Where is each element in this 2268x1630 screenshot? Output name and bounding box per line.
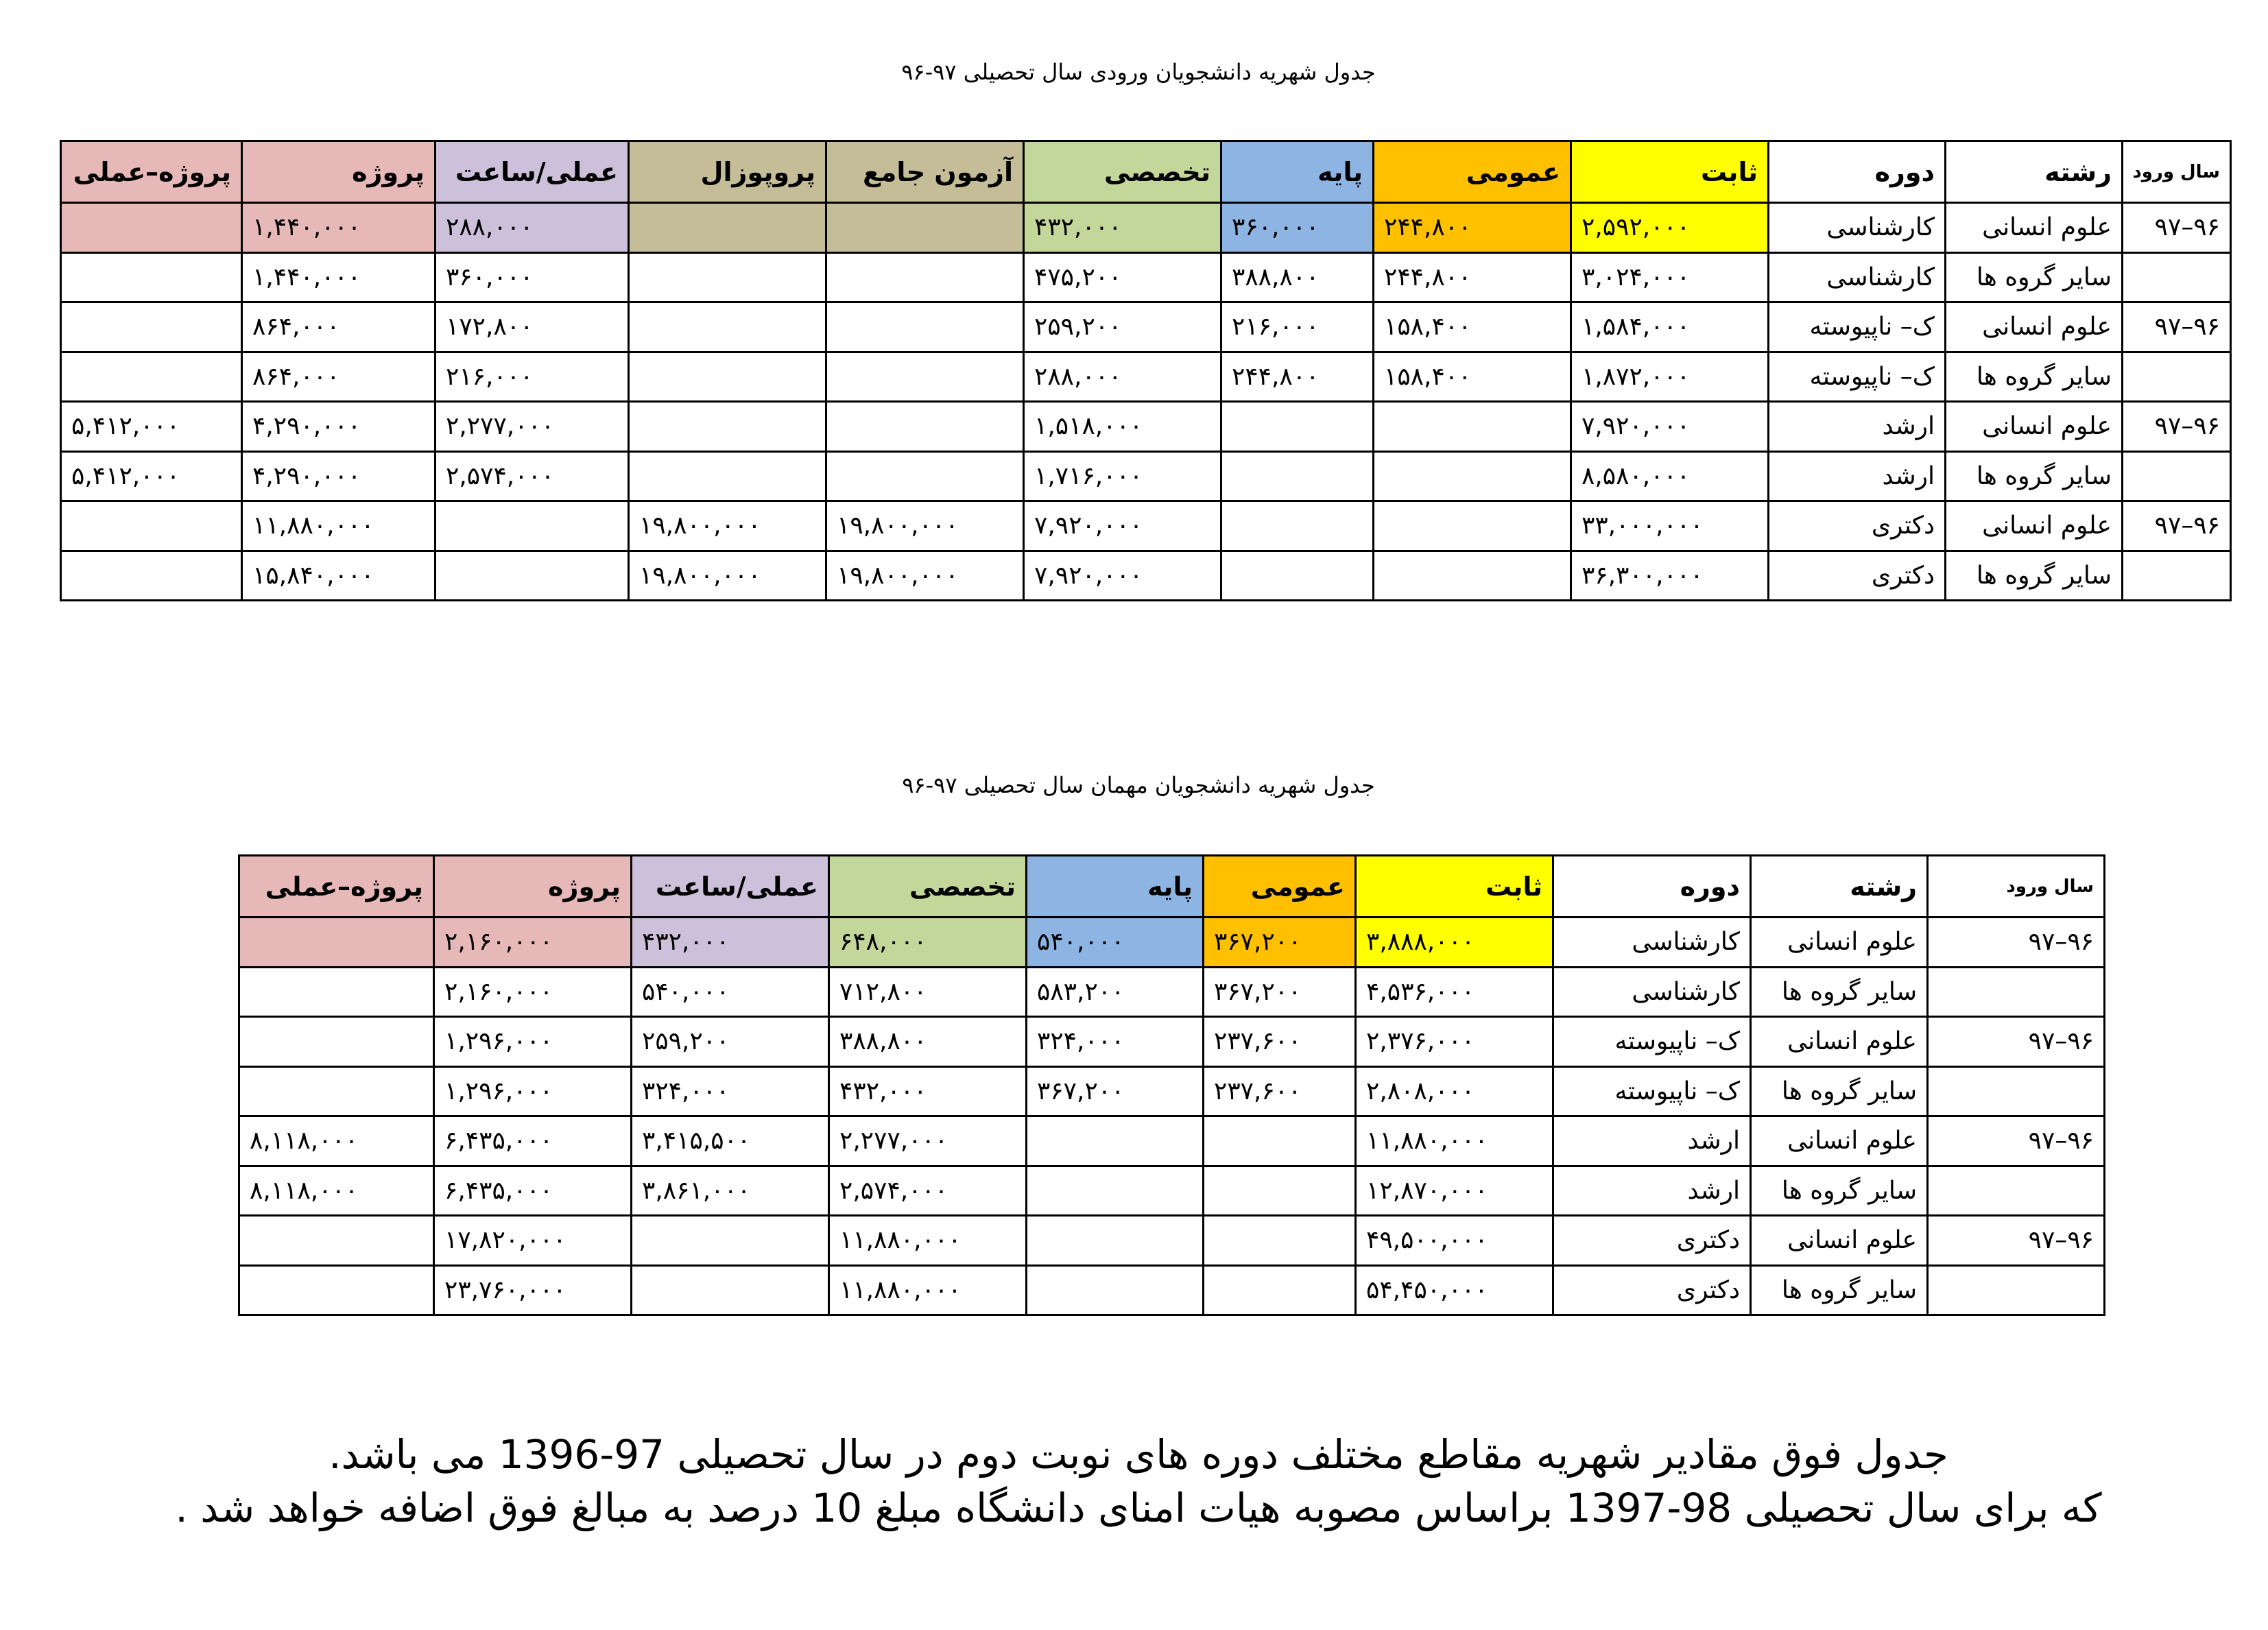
table-cell: ۵۴۰,۰۰۰ [632, 967, 829, 1017]
table-cell: ۷,۹۲۰,۰۰۰ [1024, 551, 1221, 601]
table-cell: ۱۷۲,۸۰۰ [435, 302, 629, 352]
table-cell: ۱۹,۸۰۰,۰۰۰ [826, 551, 1024, 601]
table-cell [239, 1017, 434, 1067]
table-cell [435, 551, 629, 601]
table-cell: ۲,۵۹۲,۰۰۰ [1571, 203, 1769, 253]
table-cell: ۲۴۴,۸۰۰ [1374, 252, 1571, 302]
table-cell: ۹۶–۹۷ [2123, 402, 2231, 452]
table-cell: ۲,۲۷۷,۰۰۰ [435, 402, 629, 452]
table-cell: علوم انسانی [1751, 1017, 1928, 1067]
table-row [61, 551, 2231, 601]
table1-title: جدول شهریه دانشجویان ورودی سال تحصیلی ۹۷-۹۶ [901, 59, 1376, 85]
table-cell: کارشناسی [1769, 203, 1946, 253]
table-row [61, 203, 2231, 253]
table-cell: ۳۸۸,۸۰۰ [1221, 252, 1374, 302]
table-cell [629, 352, 826, 402]
table1-header-project: پروژه [242, 141, 435, 203]
table-cell: ۲۸۸,۰۰۰ [435, 203, 629, 253]
table1 [60, 140, 2232, 601]
table-cell [1374, 501, 1571, 551]
table-cell: ۱۵۸,۴۰۰ [1374, 302, 1571, 352]
table-cell: ۲,۱۶۰,۰۰۰ [434, 918, 632, 968]
table-cell [826, 352, 1024, 402]
table-cell [239, 1216, 434, 1266]
table-cell: ۲۱۶,۰۰۰ [1221, 302, 1374, 352]
table-cell [239, 918, 434, 968]
table-row [239, 1066, 2105, 1116]
table-cell [1374, 402, 1571, 452]
table-cell: ۸,۱۱۸,۰۰۰ [239, 1116, 434, 1166]
footnote-line-2: که برای سال تحصیلی 98-1397 براساس مصوبه هیات امنای دانشگاه مبلغ 10 درصد به مبالغ فوق اضافه خواهد شد . [175, 1485, 2102, 1531]
table-cell: ۳,۸۸۸,۰۰۰ [1356, 918, 1553, 968]
table-cell: ۴۳۲,۰۰۰ [829, 1066, 1027, 1116]
table-cell [826, 451, 1024, 501]
table-cell: ۶۴۸,۰۰۰ [829, 918, 1027, 968]
table-cell: ۱,۵۱۸,۰۰۰ [1024, 402, 1221, 452]
table-cell: ۶,۴۳۵,۰۰۰ [434, 1116, 632, 1166]
table-cell [2123, 252, 2231, 302]
table-cell: ۲,۵۷۴,۰۰۰ [435, 451, 629, 501]
table-row [239, 918, 2105, 968]
table-cell: ۱,۴۴۰,۰۰۰ [242, 203, 435, 253]
table-cell [1204, 1116, 1356, 1166]
table-cell: ۲۸۸,۰۰۰ [1024, 352, 1221, 402]
table-cell: ارشد [1553, 1166, 1751, 1216]
table-cell: ۵۴,۴۵۰,۰۰۰ [1356, 1265, 1553, 1315]
table-cell [1204, 1216, 1356, 1266]
table-cell: ۱۱,۸۸۰,۰۰۰ [1356, 1116, 1553, 1166]
table-cell: ۸۶۴,۰۰۰ [242, 302, 435, 352]
table-cell: ۹۶–۹۷ [1928, 918, 2105, 968]
table-cell: ۴۳۲,۰۰۰ [1024, 203, 1221, 253]
table-cell: ۱۹,۸۰۰,۰۰۰ [826, 501, 1024, 551]
table-cell: دکتری [1769, 501, 1946, 551]
table-cell: ۲۵۹,۲۰۰ [1024, 302, 1221, 352]
table-cell: کارشناسی [1553, 918, 1751, 968]
table-cell [239, 1066, 434, 1116]
table-cell: ۲۴۴,۸۰۰ [1374, 203, 1571, 253]
table-cell: ۴۳۲,۰۰۰ [632, 918, 829, 968]
table-cell: ۲,۳۷۶,۰۰۰ [1356, 1017, 1553, 1067]
table1-header-comprehensive-exam: آزمون جامع [826, 141, 1024, 203]
table-cell: ۳,۰۲۴,۰۰۰ [1571, 252, 1769, 302]
table-cell: ۱,۵۸۴,۰۰۰ [1571, 302, 1769, 352]
table2-body [239, 918, 2105, 1315]
table-cell: ۹۶–۹۷ [1928, 1116, 2105, 1166]
table-row [239, 1116, 2105, 1166]
table-cell: دکتری [1553, 1265, 1751, 1315]
table1-header-field: رشته [1946, 141, 2123, 203]
table-row [61, 352, 2231, 402]
table-cell: ۱۵,۸۴۰,۰۰۰ [242, 551, 435, 601]
table-row [61, 501, 2231, 551]
table-cell [632, 1265, 829, 1315]
table-cell: ارشد [1769, 451, 1946, 501]
table-cell: ۵,۴۱۲,۰۰۰ [61, 402, 242, 452]
table-cell [1928, 1265, 2105, 1315]
table-cell: ۳۳,۰۰۰,۰۰۰ [1571, 501, 1769, 551]
table-cell: ۱,۲۹۶,۰۰۰ [434, 1066, 632, 1116]
table-cell: ۹۶–۹۷ [2123, 203, 2231, 253]
table-row [61, 402, 2231, 452]
table-row [239, 1166, 2105, 1216]
table-cell: ۳۸۸,۸۰۰ [829, 1017, 1027, 1067]
table-cell [1374, 551, 1571, 601]
table-cell [629, 203, 826, 253]
table-cell: ۸,۱۱۸,۰۰۰ [239, 1166, 434, 1216]
table-cell: ۵۸۳,۲۰۰ [1027, 967, 1204, 1017]
table-cell: ۱,۷۱۶,۰۰۰ [1024, 451, 1221, 501]
table2 [238, 854, 2105, 1316]
table-cell [1374, 451, 1571, 501]
table-cell [826, 203, 1024, 253]
table-cell [1204, 1265, 1356, 1315]
table-cell: ۳۶۷,۲۰۰ [1027, 1066, 1204, 1116]
table-row [239, 967, 2105, 1017]
table-cell: ۲,۸۰۸,۰۰۰ [1356, 1066, 1553, 1116]
table-cell: علوم انسانی [1946, 302, 2123, 352]
table2-header-project-practical: پروژه–عملی [239, 856, 434, 918]
table-cell: ۴۷۵,۲۰۰ [1024, 252, 1221, 302]
table-cell: سایر گروه ها [1946, 451, 2123, 501]
table-cell: ۷,۹۲۰,۰۰۰ [1571, 402, 1769, 452]
table-row [239, 1265, 2105, 1315]
footnote-line-1: جدول فوق مقادیر شهریه مقاطع مختلف دوره های نوبت دوم در سال تحصیلی 97-1396 می باشد. [329, 1431, 1948, 1478]
table-cell: ۲۵۹,۲۰۰ [632, 1017, 829, 1067]
table-cell [1027, 1216, 1204, 1266]
table1-header-general: عمومی [1374, 141, 1571, 203]
table-cell: ک– ناپیوسته [1769, 352, 1946, 402]
table-cell [629, 402, 826, 452]
table-cell [826, 302, 1024, 352]
table-cell [629, 252, 826, 302]
table-cell: ۱,۴۴۰,۰۰۰ [242, 252, 435, 302]
table-cell: ۹۶–۹۷ [2123, 302, 2231, 352]
table-cell: ۳۶,۳۰۰,۰۰۰ [1571, 551, 1769, 601]
table-cell: ۱,۲۹۶,۰۰۰ [434, 1017, 632, 1067]
table-cell: سایر گروه ها [1946, 252, 2123, 302]
table2-header-field: رشته [1751, 856, 1928, 918]
table-row [239, 1017, 2105, 1067]
table-cell: ۳,۸۶۱,۰۰۰ [632, 1166, 829, 1216]
table-cell [1221, 451, 1374, 501]
table-cell [61, 551, 242, 601]
table1-header-project-practical: پروژه–عملی [61, 141, 242, 203]
table-row [61, 252, 2231, 302]
table-cell: ۴۹,۵۰۰,۰۰۰ [1356, 1216, 1553, 1266]
table-row [61, 302, 2231, 352]
table-cell: ۸۶۴,۰۰۰ [242, 352, 435, 402]
table-cell: سایر گروه ها [1946, 551, 2123, 601]
table-cell: دکتری [1553, 1216, 1751, 1266]
table-cell: ۶,۴۳۵,۰۰۰ [434, 1166, 632, 1216]
table-cell [2123, 451, 2231, 501]
table-cell [1221, 501, 1374, 551]
table2-header-project: پروژه [434, 856, 632, 918]
table-cell: ۵۴۰,۰۰۰ [1027, 918, 1204, 968]
table-cell [61, 352, 242, 402]
table-cell: ۲۳۷,۶۰۰ [1204, 1017, 1356, 1067]
table-cell [239, 967, 434, 1017]
table-cell [1928, 1066, 2105, 1116]
table-cell: ۷۱۲,۸۰۰ [829, 967, 1027, 1017]
table2-header-specialized: تخصصی [829, 856, 1027, 918]
table-cell: ۲۳۷,۶۰۰ [1204, 1066, 1356, 1116]
table-cell: سایر گروه ها [1751, 1166, 1928, 1216]
table-cell: ۴,۲۹۰,۰۰۰ [242, 451, 435, 501]
table-cell: ۱۱,۸۸۰,۰۰۰ [829, 1216, 1027, 1266]
table2-header-level: دوره [1553, 856, 1751, 918]
table-cell [1027, 1116, 1204, 1166]
table1-header-fixed: ثابت [1571, 141, 1769, 203]
table-cell: ۹۶–۹۷ [1928, 1017, 2105, 1067]
table-cell: دکتری [1769, 551, 1946, 601]
table1-header-specialized: تخصصی [1024, 141, 1221, 203]
table1-header-practical-hour: عملی/ساعت [435, 141, 629, 203]
table-cell [239, 1265, 434, 1315]
table-cell: ۹۶–۹۷ [1928, 1216, 2105, 1266]
table-cell: ۲,۵۷۴,۰۰۰ [829, 1166, 1027, 1216]
table-cell [435, 501, 629, 551]
table-cell: ۵,۴۱۲,۰۰۰ [61, 451, 242, 501]
table1-header-basic: پایه [1221, 141, 1374, 203]
table-cell: ۲,۱۶۰,۰۰۰ [434, 967, 632, 1017]
table-cell [2123, 551, 2231, 601]
table-cell: کارشناسی [1769, 252, 1946, 302]
table-cell: ۱۷,۸۲۰,۰۰۰ [434, 1216, 632, 1266]
table-cell [61, 252, 242, 302]
table-cell: علوم انسانی [1751, 1116, 1928, 1166]
table-cell [632, 1216, 829, 1266]
table-cell: ۳۶۰,۰۰۰ [435, 252, 629, 302]
table-cell [629, 302, 826, 352]
table1-header-entry-year: سال ورود [2123, 141, 2231, 203]
table-cell: ۱۵۸,۴۰۰ [1374, 352, 1571, 402]
table-cell: ۳۶۷,۲۰۰ [1204, 918, 1356, 968]
table1-body [61, 203, 2231, 601]
table-cell: ارشد [1769, 402, 1946, 452]
table-cell: ک– ناپیوسته [1553, 1066, 1751, 1116]
table-cell: ۳,۴۱۵,۵۰۰ [632, 1116, 829, 1166]
table-cell [629, 451, 826, 501]
table-cell: ۳۶۷,۲۰۰ [1204, 967, 1356, 1017]
table-cell [1221, 551, 1374, 601]
table-cell: ۳۲۴,۰۰۰ [1027, 1017, 1204, 1067]
table-cell: ک– ناپیوسته [1553, 1017, 1751, 1067]
table-row [239, 1216, 2105, 1266]
table-cell: ۳۶۰,۰۰۰ [1221, 203, 1374, 253]
table-cell: علوم انسانی [1946, 203, 2123, 253]
table-cell: ۱۹,۸۰۰,۰۰۰ [629, 501, 826, 551]
table-cell [1928, 1166, 2105, 1216]
table-cell [1027, 1166, 1204, 1216]
table-cell: ک– ناپیوسته [1769, 302, 1946, 352]
table-cell: ۳۲۴,۰۰۰ [632, 1066, 829, 1116]
table2-header-practical-hour: عملی/ساعت [632, 856, 829, 918]
table-cell: علوم انسانی [1946, 501, 2123, 551]
table-cell: کارشناسی [1553, 967, 1751, 1017]
table-cell: علوم انسانی [1751, 918, 1928, 968]
table-cell: ۴,۵۳۶,۰۰۰ [1356, 967, 1553, 1017]
table-cell: سایر گروه ها [1751, 967, 1928, 1017]
table1-header-row [61, 141, 2231, 203]
footnote [69, 1428, 2208, 1535]
table-cell [1204, 1166, 1356, 1216]
table-cell [1928, 967, 2105, 1017]
table-cell: علوم انسانی [1751, 1216, 1928, 1266]
table-cell [1027, 1265, 1204, 1315]
table-cell: ۷,۹۲۰,۰۰۰ [1024, 501, 1221, 551]
table-cell [61, 302, 242, 352]
table1-header-proposal: پروپوزال [629, 141, 826, 203]
table2-header-entry-year: سال ورود [1928, 856, 2105, 918]
table-cell: سایر گروه ها [1751, 1066, 1928, 1116]
table-cell: ۲۴۴,۸۰۰ [1221, 352, 1374, 402]
table-row [61, 451, 2231, 501]
table2-header-row [239, 856, 2105, 918]
table-cell [61, 501, 242, 551]
table-cell: ارشد [1553, 1116, 1751, 1166]
table2-header-general: عمومی [1204, 856, 1356, 918]
table-cell: ۲۱۶,۰۰۰ [435, 352, 629, 402]
table-cell [826, 402, 1024, 452]
table-cell [61, 203, 242, 253]
table2-header-fixed: ثابت [1356, 856, 1553, 918]
table-cell: ۱۲,۸۷۰,۰۰۰ [1356, 1166, 1553, 1216]
table-cell: ۲,۲۷۷,۰۰۰ [829, 1116, 1027, 1166]
table-cell [2123, 352, 2231, 402]
table-cell: علوم انسانی [1946, 402, 2123, 452]
table-cell: ۱۹,۸۰۰,۰۰۰ [629, 551, 826, 601]
table-cell [826, 252, 1024, 302]
table-cell: ۸,۵۸۰,۰۰۰ [1571, 451, 1769, 501]
table-cell: ۴,۲۹۰,۰۰۰ [242, 402, 435, 452]
table2-header-basic: پایه [1027, 856, 1204, 918]
table-cell: ۱۱,۸۸۰,۰۰۰ [829, 1265, 1027, 1315]
table-cell: ۲۳,۷۶۰,۰۰۰ [434, 1265, 632, 1315]
table-cell: سایر گروه ها [1946, 352, 2123, 402]
table-cell [1221, 402, 1374, 452]
table-cell: ۹۶–۹۷ [2123, 501, 2231, 551]
table1-header-level: دوره [1769, 141, 1946, 203]
table-cell: سایر گروه ها [1751, 1265, 1928, 1315]
table2-title: جدول شهریه دانشجویان مهمان سال تحصیلی ۹۷-۹۶ [902, 772, 1375, 798]
table-cell: ۱۱,۸۸۰,۰۰۰ [242, 501, 435, 551]
table-cell: ۱,۸۷۲,۰۰۰ [1571, 352, 1769, 402]
